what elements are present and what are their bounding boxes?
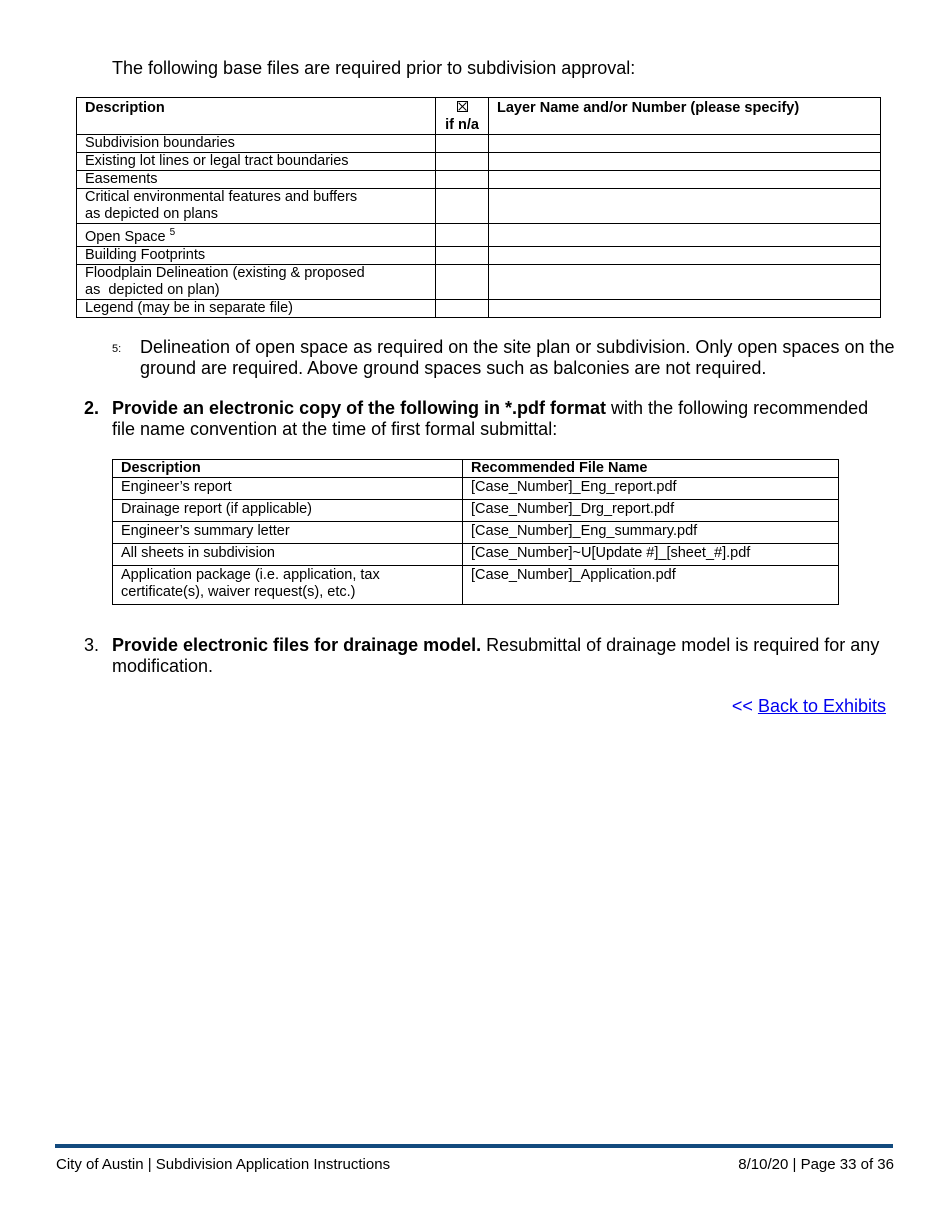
list-number: 2. bbox=[84, 398, 100, 418]
layer-cell[interactable] bbox=[489, 299, 881, 317]
header-na bbox=[436, 98, 489, 135]
base-files-table bbox=[76, 97, 881, 318]
list-item-2 bbox=[84, 398, 894, 440]
row-description-line2: as depicted on plan) bbox=[85, 281, 220, 298]
na-cell[interactable] bbox=[436, 299, 489, 317]
layer-cell[interactable] bbox=[489, 264, 881, 299]
na-cell[interactable] bbox=[436, 224, 489, 247]
layer-cell[interactable] bbox=[489, 224, 881, 247]
footer-rule bbox=[55, 1144, 893, 1148]
row-description: Easements bbox=[77, 171, 436, 189]
back-link-prefix: << bbox=[731, 696, 758, 716]
na-cell[interactable] bbox=[436, 246, 489, 264]
pdf-file-names-table bbox=[112, 459, 839, 605]
row-description bbox=[77, 224, 436, 247]
row-description: Subdivision boundaries bbox=[77, 135, 436, 153]
header-na-label: if n/a bbox=[445, 117, 479, 133]
table-row bbox=[77, 246, 881, 264]
row-description-line2: certificate(s), waiver request(s), etc.) bbox=[121, 584, 356, 600]
footer-title: City of Austin | Subdivision Application Instructions bbox=[56, 1156, 391, 1173]
checkbox-x-icon bbox=[457, 101, 468, 112]
footnote-text: Delineation of open space as required on the site plan or subdivision. Only open spaces on the ground are required. Above ground spaces such as balconies are not required. bbox=[140, 337, 895, 378]
layer-cell[interactable] bbox=[489, 135, 881, 153]
row-description: Engineer’s report bbox=[113, 478, 463, 500]
row-description: Existing lot lines or legal tract boundaries bbox=[77, 153, 436, 171]
table-row bbox=[77, 171, 881, 189]
intro-text: The following base files are required prior to subdivision approval: bbox=[112, 58, 636, 78]
layer-cell[interactable] bbox=[489, 246, 881, 264]
na-cell[interactable] bbox=[436, 264, 489, 299]
row-file-name: [Case_Number]_Drg_report.pdf bbox=[463, 500, 839, 522]
table-row bbox=[113, 544, 839, 566]
layer-cell[interactable] bbox=[489, 171, 881, 189]
table-row bbox=[77, 264, 881, 299]
row-description bbox=[113, 566, 463, 605]
footer-page-info: 8/10/20 | Page 33 of 36 bbox=[738, 1156, 894, 1173]
row-description: Drainage report (if applicable) bbox=[113, 500, 463, 522]
table-header-row bbox=[77, 98, 881, 135]
row-description-line2: as depicted on plans bbox=[85, 206, 219, 222]
table-row bbox=[113, 478, 839, 500]
table-row bbox=[113, 566, 839, 605]
row-description: All sheets in subdivision bbox=[113, 544, 463, 566]
table-row bbox=[77, 189, 881, 224]
row-file-name: [Case_Number]_Application.pdf bbox=[463, 566, 839, 605]
header-file-name: Recommended File Name bbox=[463, 460, 839, 478]
row-description-line1: Floodplain Delineation (existing & proposed bbox=[85, 264, 365, 281]
row-description-line1: Application package (i.e. application, tax bbox=[121, 567, 380, 583]
row-file-name: [Case_Number]_Eng_summary.pdf bbox=[463, 522, 839, 544]
list-text-rest: with the following recommended file name convention at the time of first formal submittal: bbox=[112, 398, 869, 439]
back-link-container bbox=[732, 696, 886, 717]
footnote bbox=[112, 337, 897, 379]
list-text-bold: Provide an electronic copy of the following in *.pdf format bbox=[112, 398, 607, 418]
table-row bbox=[77, 299, 881, 317]
list-text bbox=[112, 398, 894, 440]
row-file-name: [Case_Number]~U[Update #]_[sheet_#].pdf bbox=[463, 544, 839, 566]
list-text-rest: Resubmittal of drainage model is required for any modification. bbox=[112, 635, 880, 676]
table-row bbox=[77, 224, 881, 247]
row-description bbox=[77, 189, 436, 224]
table-row bbox=[77, 153, 881, 171]
table-header-row bbox=[113, 460, 839, 478]
row-description-line1: Critical environmental features and buffers bbox=[85, 189, 358, 205]
row-description: Engineer’s summary letter bbox=[113, 522, 463, 544]
row-description: Legend (may be in separate file) bbox=[77, 299, 436, 317]
na-cell[interactable] bbox=[436, 153, 489, 171]
list-text-bold: Provide electronic files for drainage model. bbox=[112, 635, 482, 655]
list-text bbox=[112, 635, 894, 677]
header-layer: Layer Name and/or Number (please specify) bbox=[489, 98, 881, 135]
table-row bbox=[113, 500, 839, 522]
header-description: Description bbox=[77, 98, 436, 135]
table-row bbox=[77, 135, 881, 153]
layer-cell[interactable] bbox=[489, 189, 881, 224]
back-to-exhibits-link[interactable]: Back to Exhibits bbox=[757, 696, 886, 716]
na-cell[interactable] bbox=[436, 189, 489, 224]
na-cell[interactable] bbox=[436, 135, 489, 153]
list-number: 3. bbox=[84, 635, 100, 655]
row-file-name: [Case_Number]_Eng_report.pdf bbox=[463, 478, 839, 500]
na-cell[interactable] bbox=[436, 171, 489, 189]
footnote-ref: 5 bbox=[169, 227, 176, 238]
row-description: Building Footprints bbox=[77, 246, 436, 264]
header-description: Description bbox=[113, 460, 463, 478]
layer-cell[interactable] bbox=[489, 153, 881, 171]
list-item-3 bbox=[84, 635, 894, 677]
footnote-marker: 5: bbox=[112, 343, 122, 355]
table-row bbox=[113, 522, 839, 544]
row-description bbox=[77, 264, 436, 299]
row-description-text: Open Space bbox=[85, 228, 166, 245]
